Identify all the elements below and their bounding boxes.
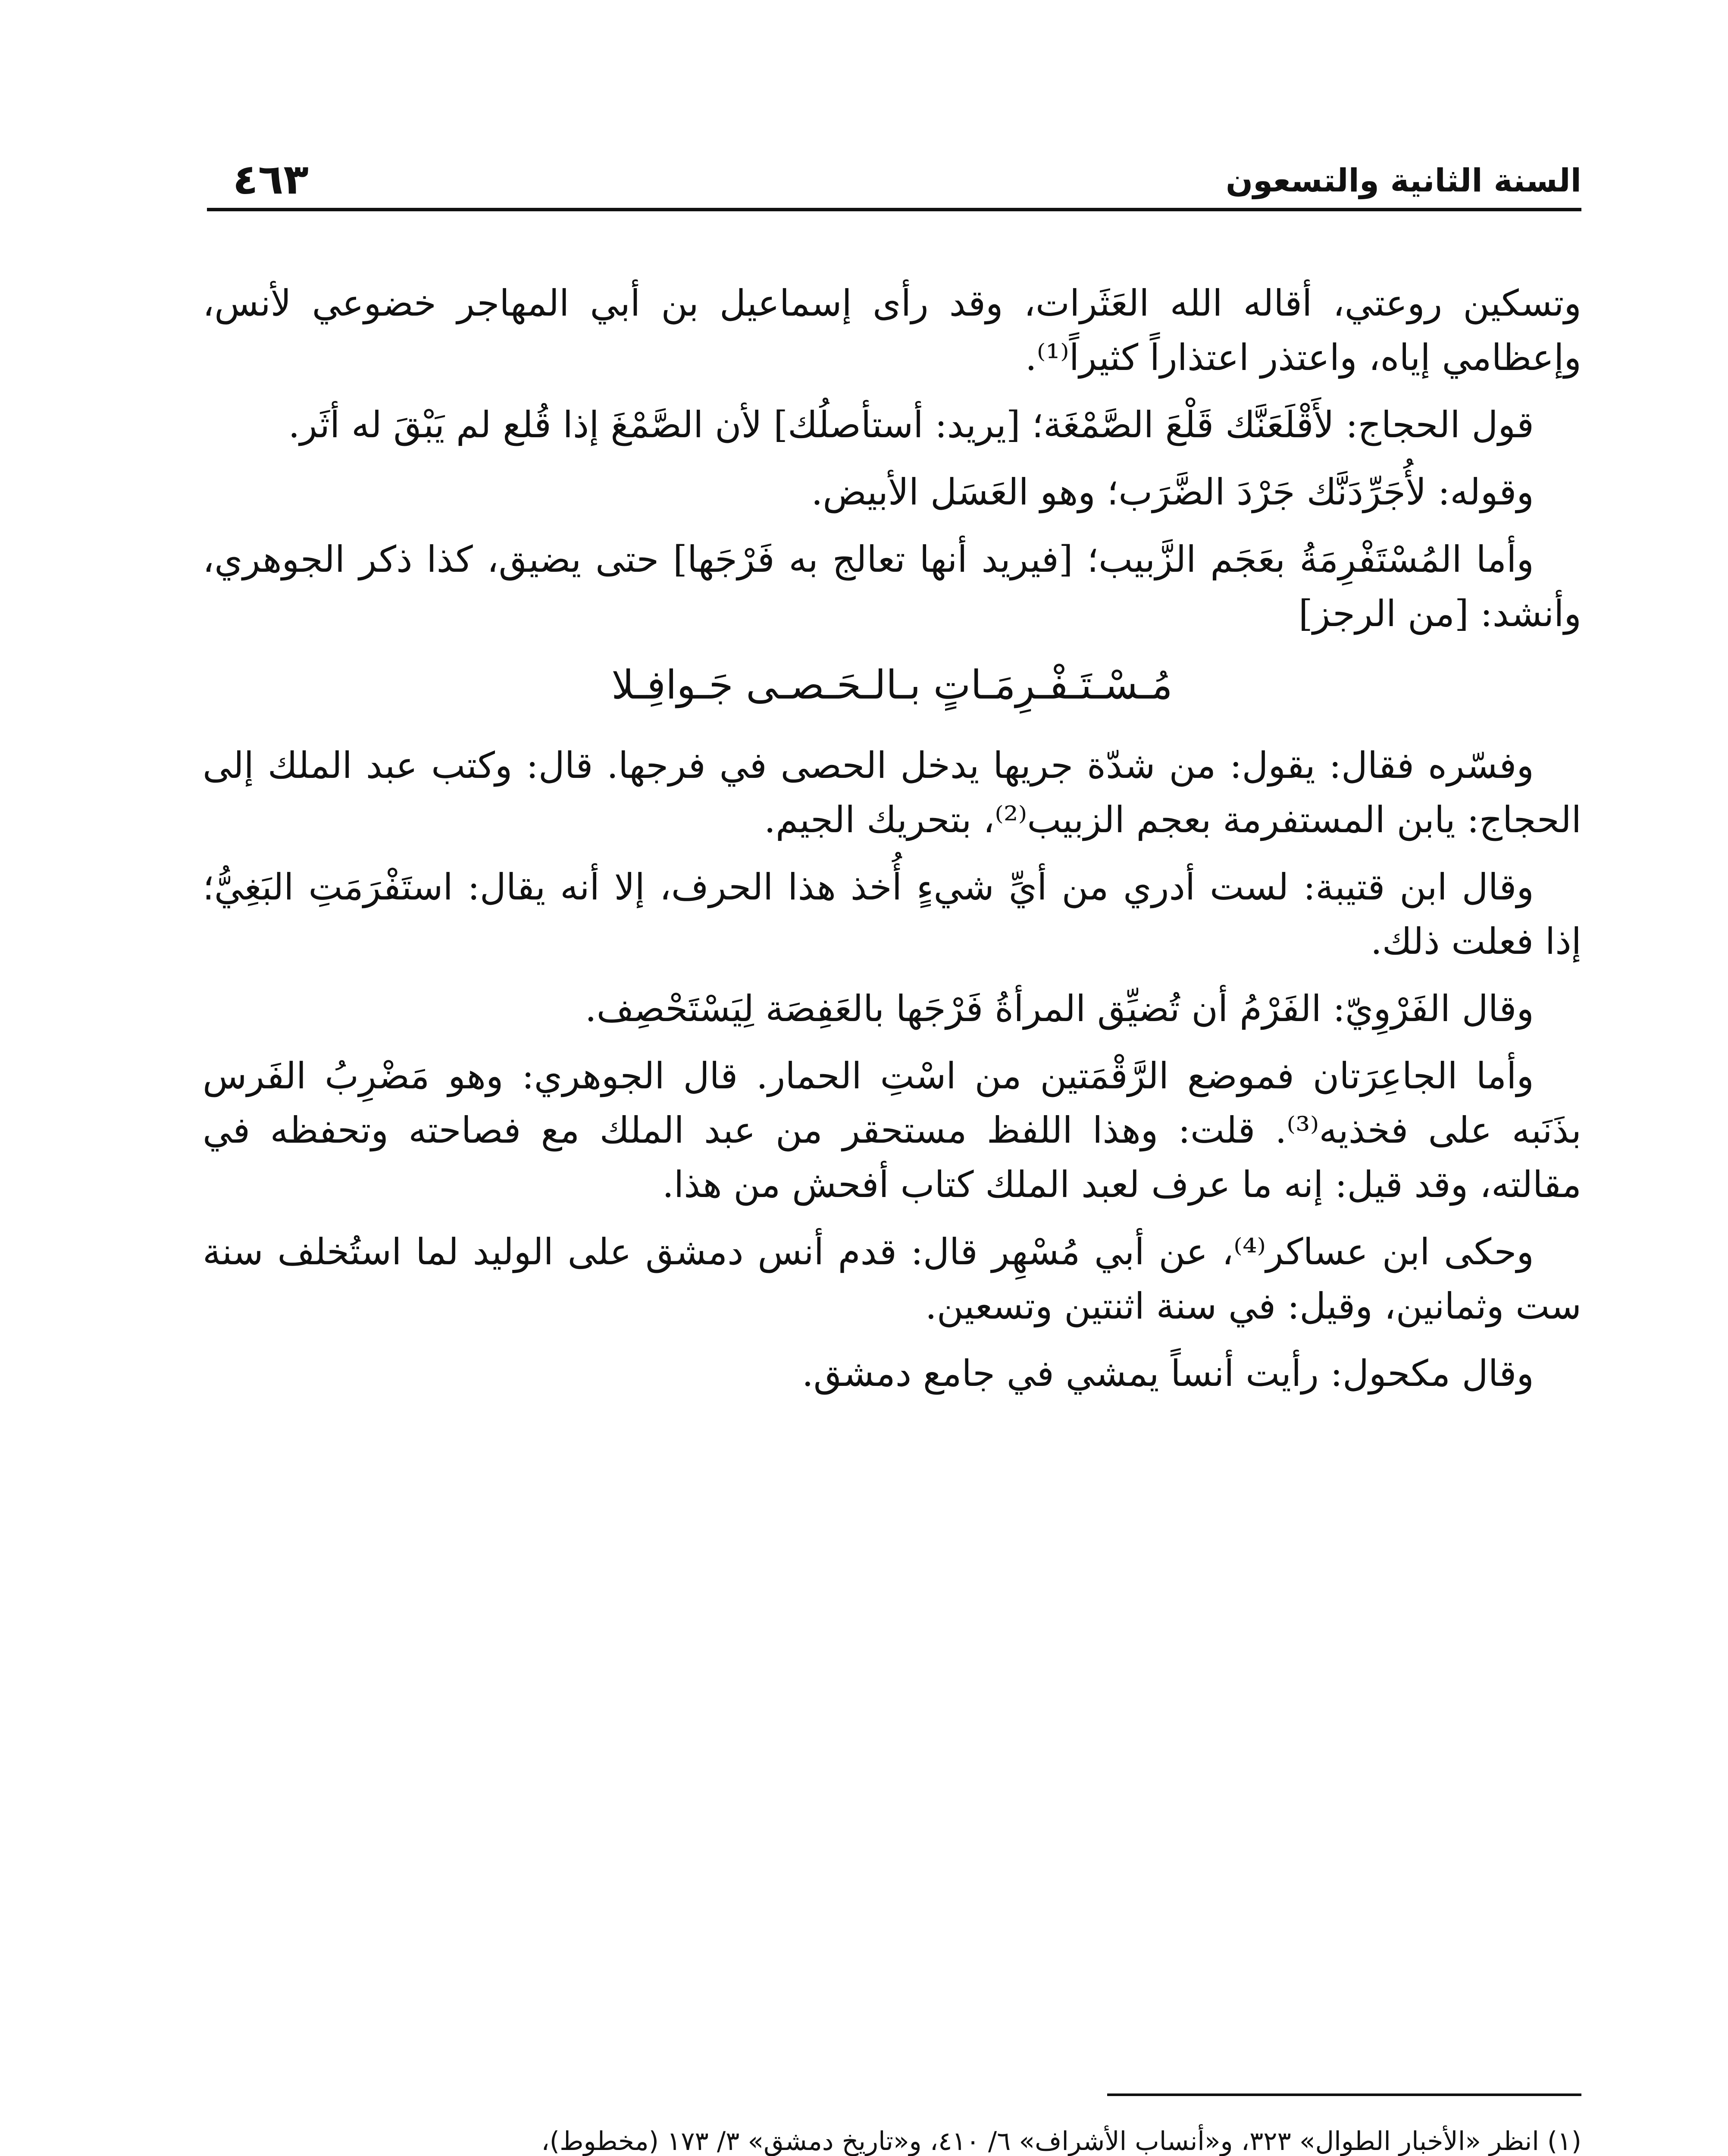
main-text: [203, 276, 1581, 1413]
header-rule: [207, 208, 1581, 211]
paragraph: وفسّره فقال: يقول: من شدّة جريها يدخل الحصى في فرجها. قال: وكتب عبد الملك إلى الحجاج: يابن المستفرمة بعجم الزبيب⁽²⁾، بتحريك الجيم.: [203, 744, 1581, 841]
verse-line: مُـسْـتَـفْـرِمَـاتٍ بـالـحَـصـى جَـوافِـلا: [611, 662, 1173, 708]
paragraph: وقال ابن قتيبة: لست أدري من أيِّ شيءٍ أُخذ هذا الحرف، إلا أنه يقال: استَفْرَمَتِ البَغِيُّ؛ إذا فعلت ذلك.: [203, 866, 1581, 962]
paragraph: وتسكين روعتي، أقاله الله العَثَرات، وقد رأى إسماعيل بن أبي المهاجر خضوعي لأنس، وإعظامي إياه، واعتذر اعتذاراً كثيراً⁽¹⁾.: [203, 282, 1581, 379]
footnotes: [203, 2117, 1581, 2156]
running-title: السنة الثانية والتسعون: [1225, 162, 1581, 199]
footnote-1: (١) انظر «الأخبار الطوال» ٣٢٣، و«أنساب الأشراف» ٦/ ٤١٠، و«تاريخ دمشق» ٣/ ١٧٣ (مخطوط)،: [541, 2126, 1581, 2156]
paragraph: وأما المُسْتَفْرِمَةُ بعَجَم الزَّبيب؛ [فيريد أنها تعالج به فَرْجَها] حتى يضيق، كذا ذكر الجوهري، وأنشد: [من الرجز]: [203, 538, 1581, 635]
paragraph: وقال الفَرْوِيّ: الفَرْمُ أن تُضيِّق المرأةُ فَرْجَها بالعَفِصَة لِيَسْتَحْصِف.: [585, 987, 1534, 1030]
paragraph: قول الحجاج: لأَقْلَعَنَّك قَلْعَ الصَّمْغَة؛ [يريد: أستأصلُك] لأن الصَّمْغَ إذا قُلع لم يَبْقَ له أثَر.: [288, 404, 1534, 446]
page-number: ٤٦٣: [233, 155, 309, 204]
paragraph: وأما الجاعِرَتان فموضع الرَّقْمَتين من اسْتِ الحمار. قال الجوهري: وهو مَضْرِبُ الفَرس بذَنَبه على فخذيه⁽³⁾. قلت: وهذا اللفظ مستحقر من عبد الملك مع فصاحته وتحفظه في مقالته، وقد قيل: إنه ما عرف لعبد الملك كتاب أفحش من هذا.: [203, 1055, 1582, 1206]
paragraph: وحكى ابن عساكر⁽⁴⁾، عن أبي مُسْهِر قال: قدم أنس دمشق على الوليد لما استُخلف سنة ست وثمانين، وقيل: في سنة اثنتين وتسعين.: [203, 1231, 1581, 1327]
paragraph: وقال مكحول: رأيت أنساً يمشي في جامع دمشق.: [802, 1352, 1534, 1395]
paragraph: وقوله: لأُجَرِّدَنَّك جَرْدَ الضَّرَب؛ وهو العَسَل الأبيض.: [811, 471, 1534, 513]
running-header: [207, 142, 1581, 211]
footnote-separator: [1107, 2093, 1581, 2096]
